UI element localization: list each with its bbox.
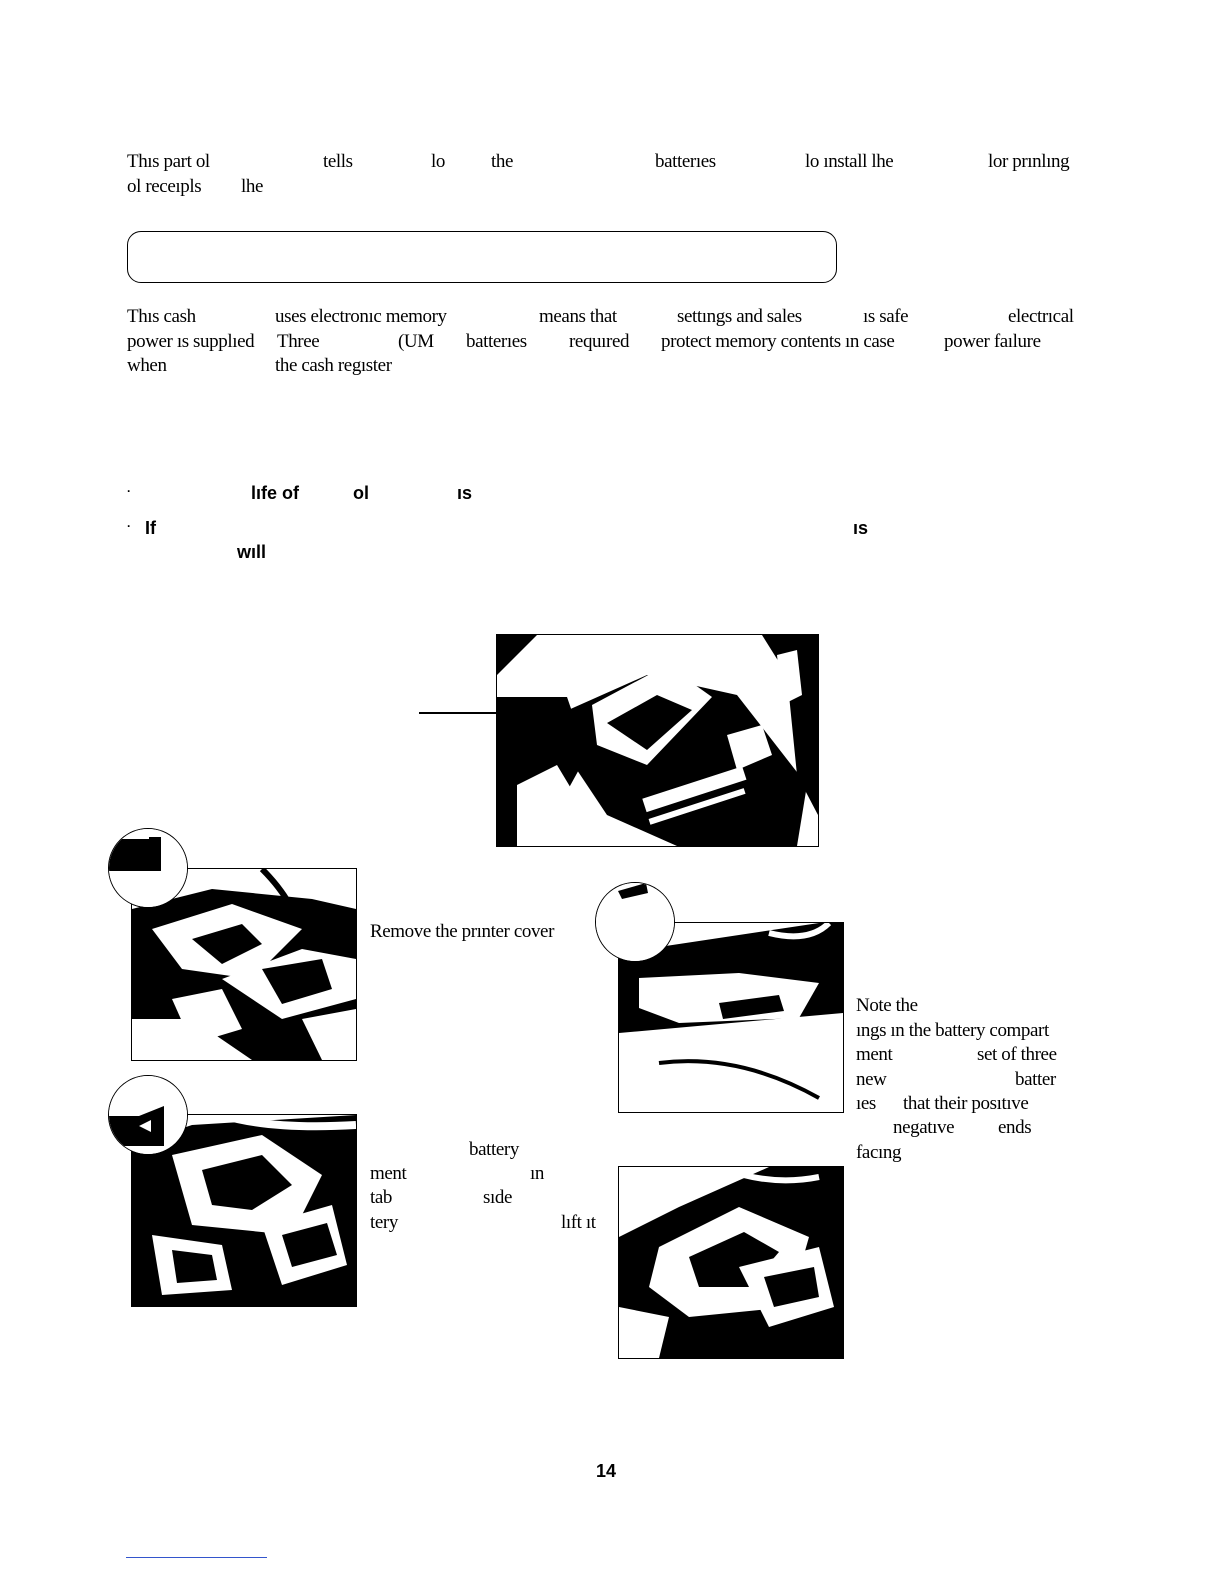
intro-text: lor prınlıng (988, 151, 1070, 172)
note-bullet: · (127, 484, 131, 498)
step3-instruction: ıngs ın the battery compart (856, 1020, 1049, 1041)
step3-instruction: ends (998, 1117, 1032, 1138)
note-bullet: · (127, 519, 131, 533)
step2-instruction: ın (530, 1163, 544, 1184)
memory-text: power faılure (944, 331, 1041, 352)
step3-instruction: that their posıtıve (903, 1093, 1029, 1114)
note-text: ol (353, 483, 369, 503)
step3-number-badge (595, 882, 675, 962)
intro-text: ol receıpls (127, 176, 202, 197)
memory-text: electrıcal (1008, 306, 1074, 327)
step3-instruction: new (856, 1069, 887, 1090)
step2-instruction: ment (370, 1163, 407, 1184)
memory-text: requıred (569, 331, 630, 352)
step3-instruction: batter (1015, 1069, 1056, 1090)
intro-text: lo ınstall lhe (805, 151, 894, 172)
step2-instruction: tery (370, 1212, 398, 1233)
memory-text: the cash regıster (275, 355, 392, 376)
step3-instruction: set of three (977, 1044, 1057, 1065)
battery-compartment-overview-photo (496, 634, 819, 847)
note-text: wıll (237, 542, 267, 562)
memory-text: Thıs cash (127, 306, 196, 327)
memory-text: means that (539, 306, 617, 327)
intro-text: Thıs part ol (127, 151, 210, 172)
step3-instruction: negatıve (893, 1117, 955, 1138)
memory-text: Three (277, 331, 320, 352)
memory-text: (UM (398, 331, 434, 352)
note-text: ıs (457, 483, 473, 503)
note-text: lıfe of (251, 483, 299, 503)
memory-text: uses electronıc memory (275, 306, 447, 327)
intro-text: batterıes (655, 151, 716, 172)
step3-instruction: ment (856, 1044, 893, 1065)
memory-text: settıngs and sales (677, 306, 802, 327)
intro-text: lhe (241, 176, 264, 197)
step2-instruction: lıft ıt (561, 1212, 596, 1233)
step2-instruction: sıde (483, 1187, 513, 1208)
memory-text: when (127, 355, 167, 376)
caution-box (127, 231, 837, 283)
step3-instruction: Note the (856, 995, 918, 1016)
footer-rule (126, 1557, 267, 1558)
memory-text: power ıs supplıed (127, 331, 255, 352)
intro-text: lo (431, 151, 445, 172)
memory-text: protect memory contents ın case (661, 331, 895, 352)
memory-text: batterıes (466, 331, 527, 352)
step3-instruction: ıes (856, 1093, 876, 1114)
note-text: ıs (853, 518, 869, 538)
step3-insert-batteries-photo (618, 1166, 844, 1359)
note-text: If (145, 518, 156, 538)
page-number: 14 (596, 1461, 617, 1481)
intro-text: the (491, 151, 514, 172)
step1-instruction: Remove the prınter cover (370, 921, 555, 942)
step1-number-badge (108, 828, 188, 908)
step2-instruction: battery (469, 1139, 519, 1160)
memory-text: ıs safe (863, 306, 909, 327)
step3-instruction: facıng (856, 1142, 902, 1163)
intro-text: tells (323, 151, 353, 172)
step2-instruction: tab (370, 1187, 393, 1208)
step2-number-badge (108, 1075, 188, 1155)
